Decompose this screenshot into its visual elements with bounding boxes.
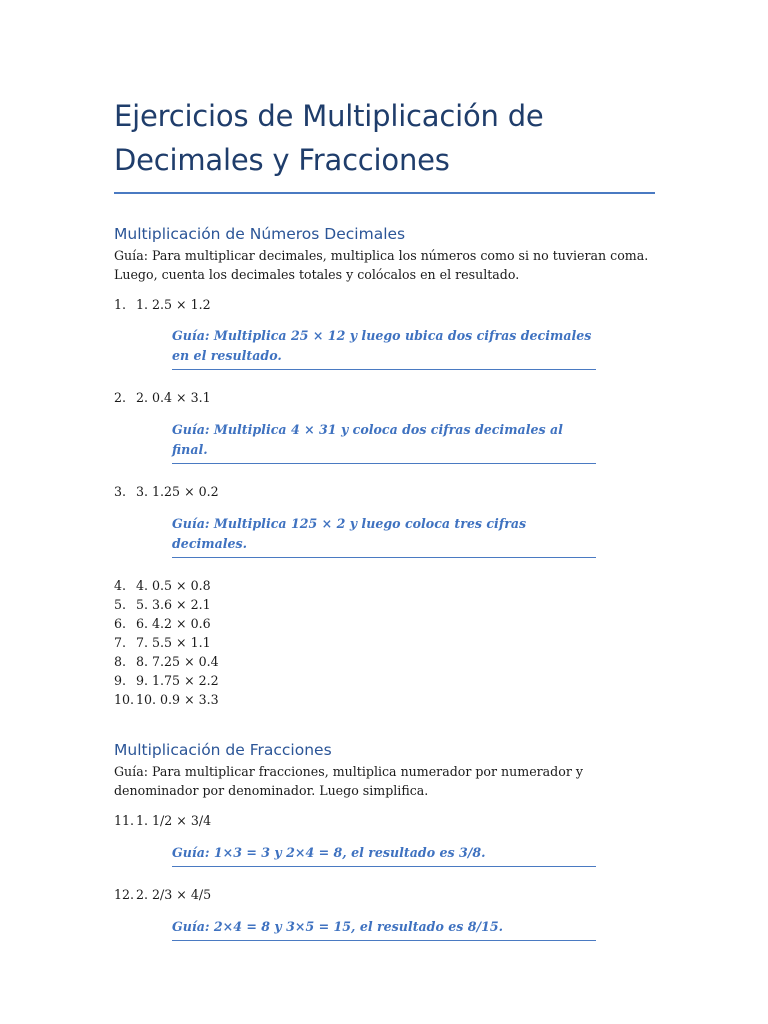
item-text: 2. 0.4 × 3.1 xyxy=(136,390,211,405)
page-title: Ejercicios de Multiplicación de Decimales y Fracciones xyxy=(114,99,544,177)
list-item xyxy=(114,671,654,690)
guide-note: Guía: 2×4 = 8 y 3×5 = 15, el resultado es 8/15. xyxy=(172,917,596,941)
section-heading-fracciones: Multiplicación de Fracciones xyxy=(114,741,332,759)
item-text: 1. 2.5 × 1.2 xyxy=(136,297,211,312)
item-number: 6. xyxy=(114,616,127,631)
guide-note: Guía: Multiplica 25 × 12 y luego ubica dos cifras decimales en el resultado. xyxy=(172,326,596,370)
item-text: 4. 0.5 × 0.8 xyxy=(136,578,211,593)
item-number: 12. xyxy=(114,887,135,902)
item-number: 5. xyxy=(114,597,127,612)
item-text: 5. 3.6 × 2.1 xyxy=(136,597,211,612)
item-text: 10. 0.9 × 3.3 xyxy=(136,692,219,707)
guide-note: Guía: Multiplica 125 × 2 y luego coloca tres cifras decimales. xyxy=(172,514,596,558)
section-guide-fracciones: Guía: Para multiplicar fracciones, multiplica numerador por numerador y denominador por denominador. Luego simplifica. xyxy=(114,764,583,798)
item-text: 9. 1.75 × 2.2 xyxy=(136,673,219,688)
item-number: 8. xyxy=(114,654,127,669)
item-number: 4. xyxy=(114,578,127,593)
item-text: 6. 4.2 × 0.6 xyxy=(136,616,211,631)
document-page xyxy=(114,94,654,941)
item-number: 1. xyxy=(114,297,127,312)
section-guide-decimales: Guía: Para multiplicar decimales, multiplica los números como si no tuvieran coma. Luego, cuenta los decimales totales y colócalos en el resultado. xyxy=(114,248,649,282)
item-number: 2. xyxy=(114,390,127,405)
guide-note: Guía: Multiplica 4 × 31 y coloca dos cifras decimales al final. xyxy=(172,420,596,464)
exercise-list xyxy=(114,576,654,709)
list-item xyxy=(114,690,654,709)
exercise-item xyxy=(114,811,654,830)
list-item xyxy=(114,633,654,652)
exercise-item xyxy=(114,482,654,501)
item-number: 7. xyxy=(114,635,127,650)
list-item xyxy=(114,652,654,671)
item-text: 3. 1.25 × 0.2 xyxy=(136,484,219,499)
exercise-item xyxy=(114,295,654,314)
list-item xyxy=(114,595,654,614)
guide-note: Guía: 1×3 = 3 y 2×4 = 8, el resultado es 3/8. xyxy=(172,843,596,867)
exercise-item xyxy=(114,388,654,407)
item-text: 7. 5.5 × 1.1 xyxy=(136,635,211,650)
list-item xyxy=(114,576,654,595)
exercise-item xyxy=(114,885,654,904)
title-divider xyxy=(114,192,655,194)
item-number: 3. xyxy=(114,484,127,499)
section-heading-decimales: Multiplicación de Números Decimales xyxy=(114,225,406,243)
item-number: 9. xyxy=(114,673,127,688)
item-number: 10. xyxy=(114,692,135,707)
list-item xyxy=(114,614,654,633)
item-text: 8. 7.25 × 0.4 xyxy=(136,654,219,669)
item-text: 2. 2/3 × 4/5 xyxy=(136,887,212,902)
item-number: 11. xyxy=(114,813,135,828)
item-text: 1. 1/2 × 3/4 xyxy=(136,813,212,828)
